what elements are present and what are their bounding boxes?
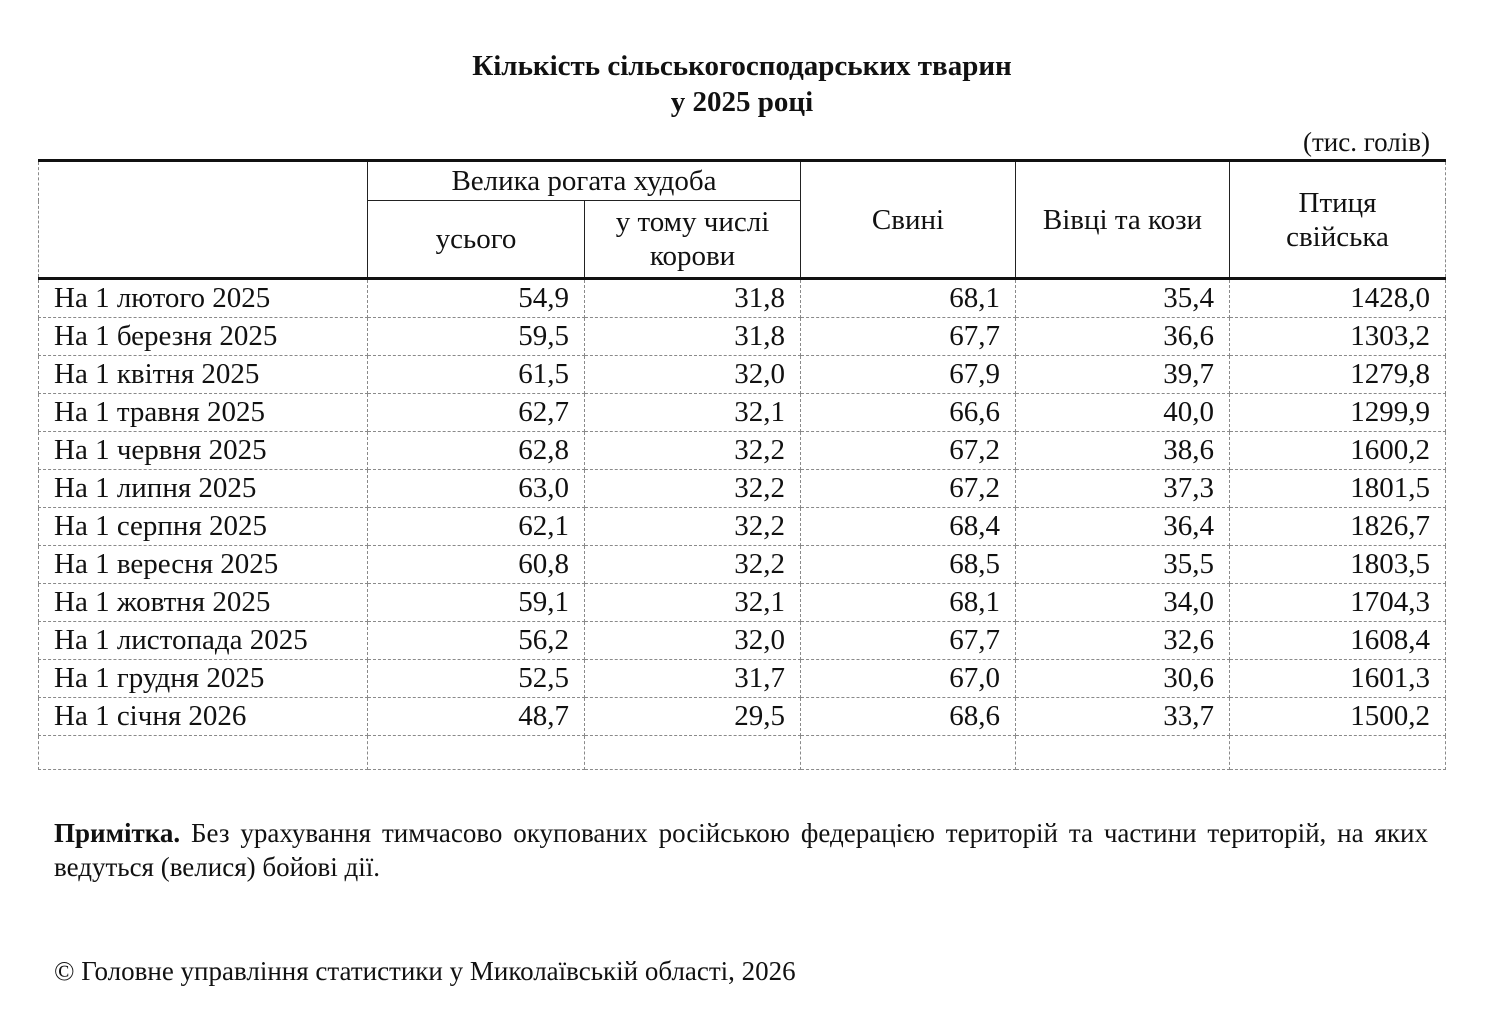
empty-cell bbox=[368, 736, 585, 770]
pigs-cell: 67,7 bbox=[801, 622, 1016, 660]
row-label: На 1 жовтня 2025 bbox=[39, 584, 368, 622]
pigs-cell: 68,6 bbox=[801, 698, 1016, 736]
poultry-cell: 1826,7 bbox=[1230, 508, 1446, 546]
pigs-cell: 67,7 bbox=[801, 318, 1016, 356]
pigs-cell: 68,5 bbox=[801, 546, 1016, 584]
table-row bbox=[39, 508, 1446, 546]
table-row bbox=[39, 318, 1446, 356]
sheep-goats-cell: 30,6 bbox=[1016, 660, 1230, 698]
sheep-goats-cell: 34,0 bbox=[1016, 584, 1230, 622]
row-label: На 1 грудня 2025 bbox=[39, 660, 368, 698]
pigs-cell: 66,6 bbox=[801, 394, 1016, 432]
pigs-cell: 68,4 bbox=[801, 508, 1016, 546]
header-pigs: Свині bbox=[801, 161, 1016, 279]
row-label: На 1 січня 2026 bbox=[39, 698, 368, 736]
row-label: На 1 квітня 2025 bbox=[39, 356, 368, 394]
cattle-total-cell: 54,9 bbox=[368, 279, 585, 318]
row-label: На 1 березня 2025 bbox=[39, 318, 368, 356]
cattle-total-cell: 48,7 bbox=[368, 698, 585, 736]
poultry-cell: 1428,0 bbox=[1230, 279, 1446, 318]
table-row bbox=[39, 698, 1446, 736]
poultry-cell: 1801,5 bbox=[1230, 470, 1446, 508]
footnote-text: Без урахування тимчасово окупованих російською федерацією територій та частини територій, на яких ведуться (велися) бойові дії. bbox=[54, 818, 1428, 882]
cattle-total-cell: 63,0 bbox=[368, 470, 585, 508]
cattle-total-cell: 62,8 bbox=[368, 432, 585, 470]
cows-cell: 31,8 bbox=[585, 318, 801, 356]
header-cattle-cows bbox=[585, 201, 801, 279]
table-row bbox=[39, 660, 1446, 698]
header-poultry-line2: свійська bbox=[1286, 220, 1389, 253]
row-label: На 1 серпня 2025 bbox=[39, 508, 368, 546]
footnote-label: Примітка. bbox=[54, 818, 181, 848]
empty-cell bbox=[1016, 736, 1230, 770]
row-label: На 1 травня 2025 bbox=[39, 394, 368, 432]
cows-cell: 32,2 bbox=[585, 432, 801, 470]
cattle-total-cell: 60,8 bbox=[368, 546, 585, 584]
row-label: На 1 червня 2025 bbox=[39, 432, 368, 470]
table-row bbox=[39, 279, 1446, 318]
table-row bbox=[39, 622, 1446, 660]
cows-cell: 32,1 bbox=[585, 394, 801, 432]
poultry-cell: 1500,2 bbox=[1230, 698, 1446, 736]
poultry-cell: 1601,3 bbox=[1230, 660, 1446, 698]
sheep-goats-cell: 32,6 bbox=[1016, 622, 1230, 660]
cows-cell: 32,1 bbox=[585, 584, 801, 622]
pigs-cell: 68,1 bbox=[801, 584, 1016, 622]
empty-cell bbox=[39, 736, 368, 770]
cattle-total-cell: 62,7 bbox=[368, 394, 585, 432]
cows-cell: 32,0 bbox=[585, 356, 801, 394]
poultry-cell: 1279,8 bbox=[1230, 356, 1446, 394]
sheep-goats-cell: 39,7 bbox=[1016, 356, 1230, 394]
header-poultry-line1: Птиця bbox=[1298, 186, 1377, 219]
cattle-total-cell: 61,5 bbox=[368, 356, 585, 394]
units-label: (тис. голів) bbox=[1303, 127, 1430, 157]
footnote bbox=[54, 816, 1428, 884]
pigs-cell: 67,0 bbox=[801, 660, 1016, 698]
cattle-total-cell: 52,5 bbox=[368, 660, 585, 698]
cattle-total-cell: 59,1 bbox=[368, 584, 585, 622]
table-row bbox=[39, 584, 1446, 622]
cows-cell: 31,7 bbox=[585, 660, 801, 698]
empty-cell bbox=[585, 736, 801, 770]
cattle-total-cell: 59,5 bbox=[368, 318, 585, 356]
empty-row bbox=[39, 736, 1446, 770]
sheep-goats-cell: 38,6 bbox=[1016, 432, 1230, 470]
table-row bbox=[39, 394, 1446, 432]
header-cows-line1: у тому числі bbox=[615, 206, 770, 238]
pigs-cell: 67,2 bbox=[801, 470, 1016, 508]
sheep-goats-cell: 37,3 bbox=[1016, 470, 1230, 508]
pigs-cell: 67,2 bbox=[801, 432, 1016, 470]
pigs-cell: 68,1 bbox=[801, 279, 1016, 318]
header-cattle-total: усього bbox=[368, 201, 585, 279]
poultry-cell: 1600,2 bbox=[1230, 432, 1446, 470]
table-row bbox=[39, 356, 1446, 394]
pigs-cell: 67,9 bbox=[801, 356, 1016, 394]
header-poultry bbox=[1230, 161, 1446, 279]
empty-cell bbox=[1230, 736, 1446, 770]
header-stub bbox=[39, 161, 368, 279]
title-line-2: у 2025 році bbox=[670, 86, 814, 118]
sheep-goats-cell: 35,4 bbox=[1016, 279, 1230, 318]
table-row bbox=[39, 546, 1446, 584]
cattle-total-cell: 56,2 bbox=[368, 622, 585, 660]
row-label: На 1 липня 2025 bbox=[39, 470, 368, 508]
table-row bbox=[39, 470, 1446, 508]
poultry-cell: 1803,5 bbox=[1230, 546, 1446, 584]
sheep-goats-cell: 36,6 bbox=[1016, 318, 1230, 356]
header-sheep-goats: Вівці та кози bbox=[1016, 161, 1230, 279]
sheep-goats-cell: 40,0 bbox=[1016, 394, 1230, 432]
cows-cell: 32,2 bbox=[585, 546, 801, 584]
header-cows-line2: корови bbox=[649, 240, 736, 272]
sheep-goats-cell: 35,5 bbox=[1016, 546, 1230, 584]
table-row bbox=[39, 432, 1446, 470]
cattle-total-cell: 62,1 bbox=[368, 508, 585, 546]
document-title bbox=[0, 48, 1484, 120]
title-line-1: Кількість сільськогосподарських тварин bbox=[472, 50, 1012, 82]
poultry-cell: 1299,9 bbox=[1230, 394, 1446, 432]
cows-cell: 32,2 bbox=[585, 470, 801, 508]
cows-cell: 32,0 bbox=[585, 622, 801, 660]
copyright: © Головне управління статистики у Миколаївській області, 2026 bbox=[54, 956, 796, 986]
row-label: На 1 листопада 2025 bbox=[39, 622, 368, 660]
poultry-cell: 1608,4 bbox=[1230, 622, 1446, 660]
empty-cell bbox=[801, 736, 1016, 770]
sheep-goats-cell: 36,4 bbox=[1016, 508, 1230, 546]
livestock-table bbox=[38, 159, 1446, 770]
poultry-cell: 1303,2 bbox=[1230, 318, 1446, 356]
sheep-goats-cell: 33,7 bbox=[1016, 698, 1230, 736]
cows-cell: 29,5 bbox=[585, 698, 801, 736]
header-cattle-group: Велика рогата худоба bbox=[368, 161, 801, 201]
cows-cell: 32,2 bbox=[585, 508, 801, 546]
row-label: На 1 лютого 2025 bbox=[39, 279, 368, 318]
cows-cell: 31,8 bbox=[585, 279, 801, 318]
poultry-cell: 1704,3 bbox=[1230, 584, 1446, 622]
row-label: На 1 вересня 2025 bbox=[39, 546, 368, 584]
